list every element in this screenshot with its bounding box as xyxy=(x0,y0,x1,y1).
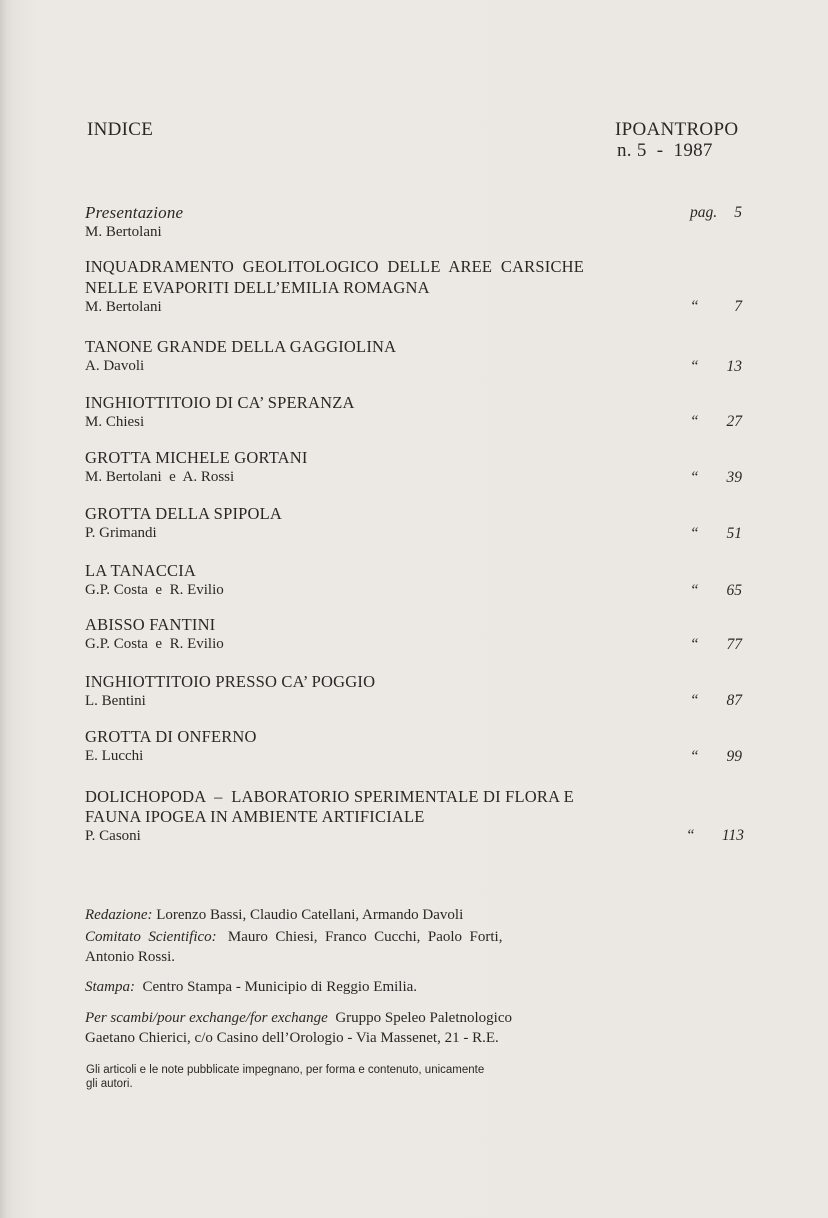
entry-author: P. Casoni xyxy=(85,828,141,844)
entry-title: GROTTA MICHELE GORTANI xyxy=(85,448,308,467)
disclaimer-line-2: gli autori. xyxy=(86,1078,133,1090)
disclaimer-line-1: Gli articoli e le note pubblicate impegnano, per forma e contenuto, unicamente xyxy=(86,1064,485,1076)
entry-title: INGHIOTTITOIO DI CA’ SPERANZA xyxy=(85,393,355,412)
entry-page xyxy=(690,525,742,543)
page-number: 27 xyxy=(726,413,742,430)
scambi-label: Per scambi/pour exchange/for exchange xyxy=(85,1010,328,1026)
comitato-line-2: Antonio Rossi. xyxy=(85,949,176,965)
entry-page xyxy=(690,358,742,376)
entry-title: INQUADRAMENTO GEOLITOLOGICO DELLE AREE CARSICHE xyxy=(85,257,585,276)
scambi-line-2: Gaetano Chierici, c/o Casino dell’Orologio - Via Massenet, 21 - R.E. xyxy=(85,1030,499,1046)
entry-title: GROTTA DI ONFERNO xyxy=(85,727,257,746)
comitato-line xyxy=(85,927,502,947)
entry-title: TANONE GRANDE DELLA GAGGIOLINA xyxy=(85,337,397,356)
page-number: 99 xyxy=(726,748,742,765)
page-number: 5 xyxy=(734,204,742,221)
entry-title: ABISSO FANTINI xyxy=(85,615,216,634)
entry-author: M. Chiesi xyxy=(85,414,145,430)
journal-title: IPOANTROPO xyxy=(615,119,739,140)
page-prefix: “ xyxy=(690,582,699,599)
stampa-text: Centro Stampa - Municipio di Reggio Emilia. xyxy=(135,979,418,995)
stampa-line xyxy=(85,977,417,997)
entry-page xyxy=(690,692,742,710)
scambi-line xyxy=(85,1008,512,1028)
redazione-label: Redazione: xyxy=(85,907,153,923)
page-prefix: “ xyxy=(686,827,695,844)
entry-title: FAUNA IPOGEA IN AMBIENTE ARTIFICIALE xyxy=(85,807,425,826)
entry-page xyxy=(690,413,742,431)
entry-author: G.P. Costa e R. Evilio xyxy=(85,582,224,598)
page-prefix: “ xyxy=(690,525,699,542)
page-prefix: “ xyxy=(690,469,699,486)
page-prefix: “ xyxy=(690,358,699,375)
scambi-text: Gruppo Speleo Paletnologico xyxy=(327,1010,512,1026)
entry-author: A. Davoli xyxy=(85,358,145,374)
page-number: 13 xyxy=(726,358,742,375)
entry-author: P. Grimandi xyxy=(85,525,157,541)
page-prefix: pag. xyxy=(690,204,718,221)
entry-author: M. Bertolani xyxy=(85,299,162,315)
binding-edge xyxy=(0,0,8,1218)
page-prefix: “ xyxy=(690,692,699,709)
page-number: 7 xyxy=(734,298,742,315)
page-prefix: “ xyxy=(690,636,699,653)
entry-page xyxy=(690,636,742,654)
redazione-line xyxy=(85,905,463,925)
entry-title: DOLICHOPODA – LABORATORIO SPERIMENTALE DI FLORA E xyxy=(85,787,574,806)
entry-author: E. Lucchi xyxy=(85,748,144,764)
entry-author: M. Bertolani xyxy=(85,224,162,240)
entry-page xyxy=(690,582,742,600)
index-heading: INDICE xyxy=(87,119,154,140)
journal-issue: n. 5 - 1987 xyxy=(617,140,713,161)
stampa-label: Stampa: xyxy=(85,979,135,995)
page-prefix: “ xyxy=(690,748,699,765)
entry-title: NELLE EVAPORITI DELL’EMILIA ROMAGNA xyxy=(85,278,430,297)
entry-author: G.P. Costa e R. Evilio xyxy=(85,636,224,652)
entry-page xyxy=(690,298,742,316)
page-number: 51 xyxy=(726,525,742,542)
entry-title: INGHIOTTITOIO PRESSO CA’ POGGIO xyxy=(85,672,376,691)
entry-author: M. Bertolani e A. Rossi xyxy=(85,469,235,485)
page-prefix: “ xyxy=(690,413,699,430)
entry-page xyxy=(690,748,742,766)
entry-page xyxy=(690,469,742,487)
entry-title: Presentazione xyxy=(85,203,184,222)
comitato-label: Comitato Scientifico: xyxy=(85,929,217,945)
entry-author: L. Bentini xyxy=(85,693,146,709)
redazione-text: Lorenzo Bassi, Claudio Catellani, Armando Davoli xyxy=(152,907,464,923)
page-prefix: “ xyxy=(690,298,699,315)
entry-title: GROTTA DELLA SPIPOLA xyxy=(85,504,283,523)
entry-page xyxy=(690,204,742,222)
entry-title: LA TANACCIA xyxy=(85,561,197,580)
entry-page xyxy=(686,827,744,845)
page-number: 39 xyxy=(726,469,742,486)
page-number: 77 xyxy=(726,636,742,653)
comitato-text: Mauro Chiesi, Franco Cucchi, Paolo Forti, xyxy=(216,929,503,945)
page-number: 87 xyxy=(726,692,742,709)
page-number: 65 xyxy=(726,582,742,599)
page-number: 113 xyxy=(721,827,744,844)
